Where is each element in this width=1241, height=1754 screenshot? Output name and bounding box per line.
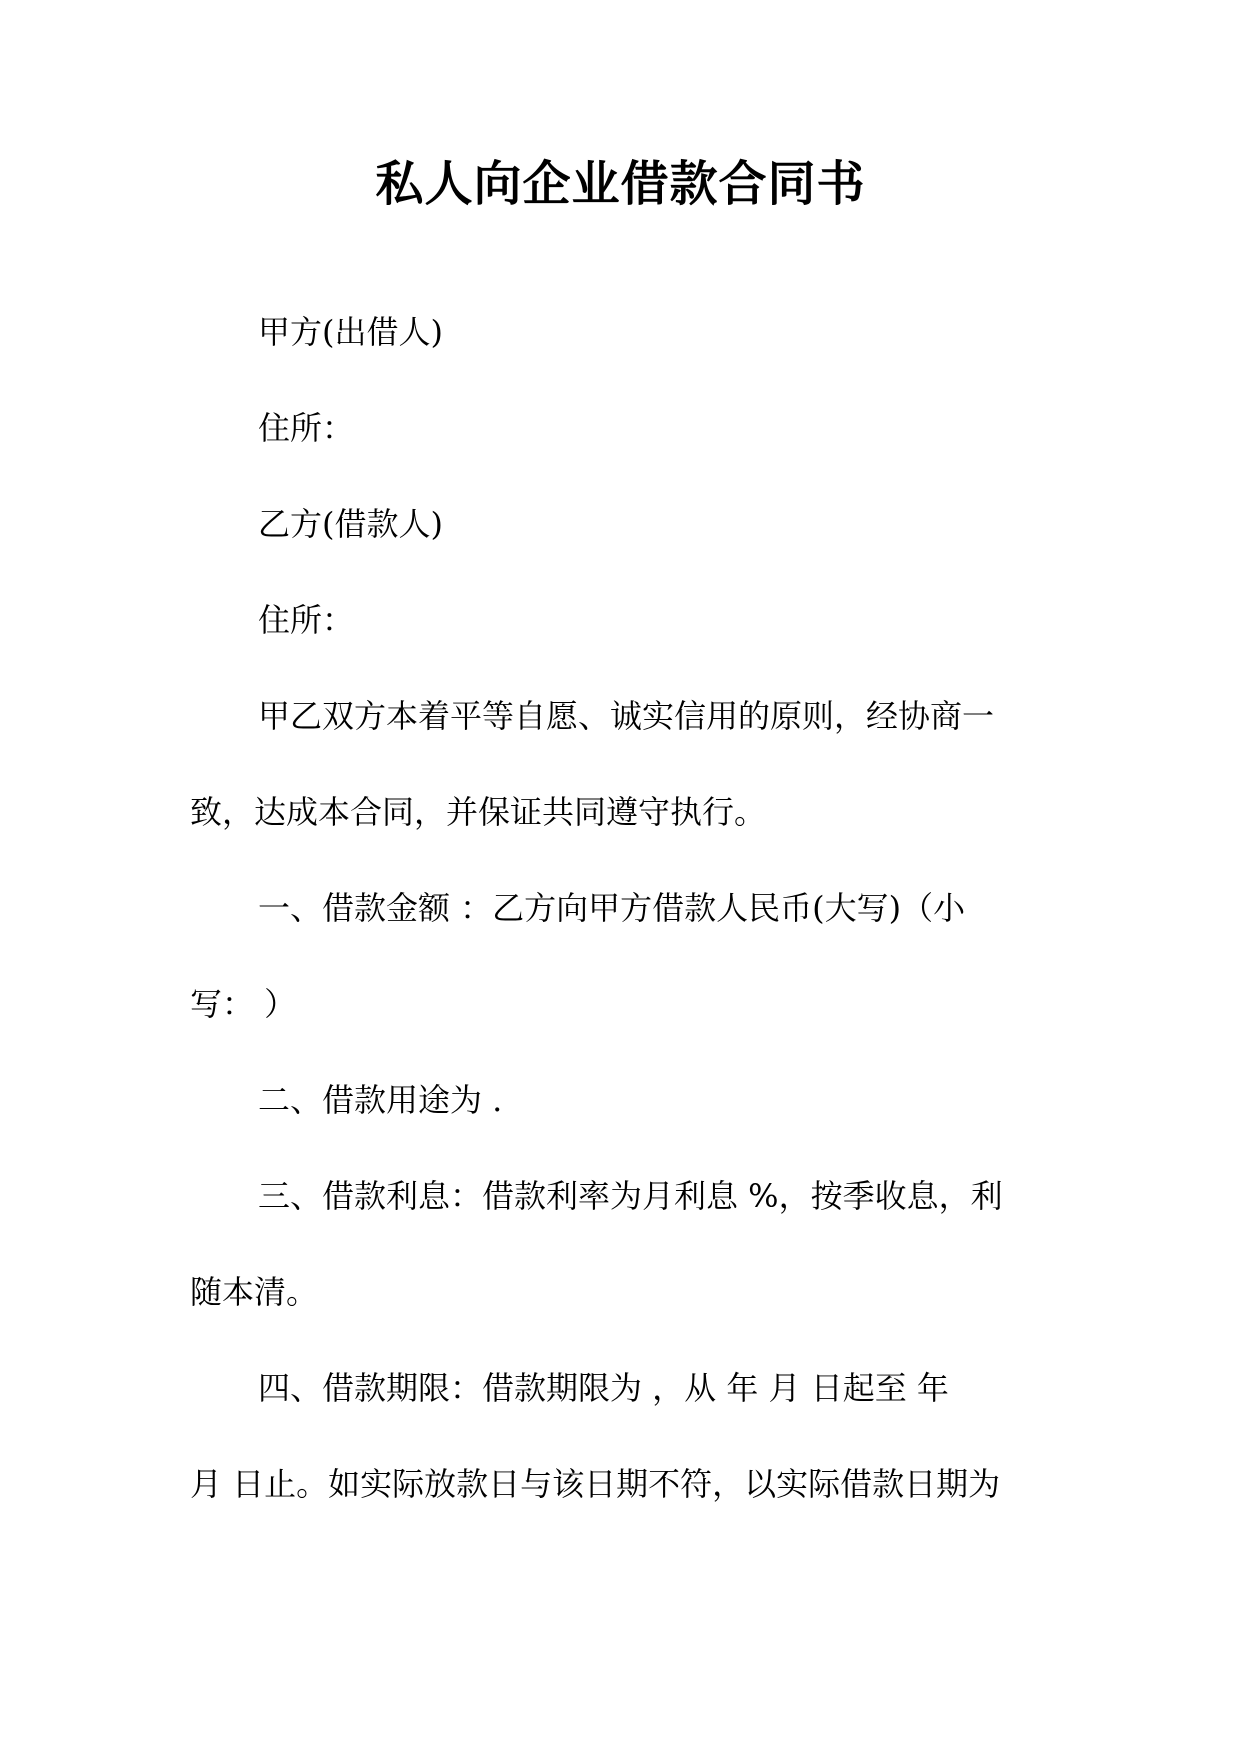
clause-4-line-1: 四、借款期限：借款期限为 ，从 年 月 日起至 年 <box>258 1369 949 1407</box>
clause-1-line-1: 一、借款金额 ：乙方向甲方借款人民币(大写)（小 <box>258 889 966 927</box>
party-a-label: 甲方(出借人) <box>258 313 443 351</box>
party-a-address-label: 住所： <box>258 409 355 447</box>
preamble-line-1: 甲乙双方本着平等自愿、诚实信用的原则，经协商一 <box>258 697 995 735</box>
clause-3-line-1: 三、借款利息：借款利率为月利息 %，按季收息，利 <box>258 1177 1003 1215</box>
clause-2-line-1: 二、借款用途为 . <box>258 1081 503 1119</box>
clause-1-line-2: 写： ） <box>190 985 297 1023</box>
document-title: 私人向企业借款合同书 <box>375 156 866 212</box>
party-b-address-label: 住所： <box>258 601 355 639</box>
clause-3-line-2: 随本清。 <box>190 1273 319 1311</box>
party-b-label: 乙方(借款人) <box>258 505 443 543</box>
clause-4-line-2: 月 日止。如实际放款日与该日期不符，以实际借款日期为 <box>190 1465 1001 1503</box>
preamble-line-2: 致，达成本合同，并保证共同遵守执行。 <box>190 793 767 831</box>
